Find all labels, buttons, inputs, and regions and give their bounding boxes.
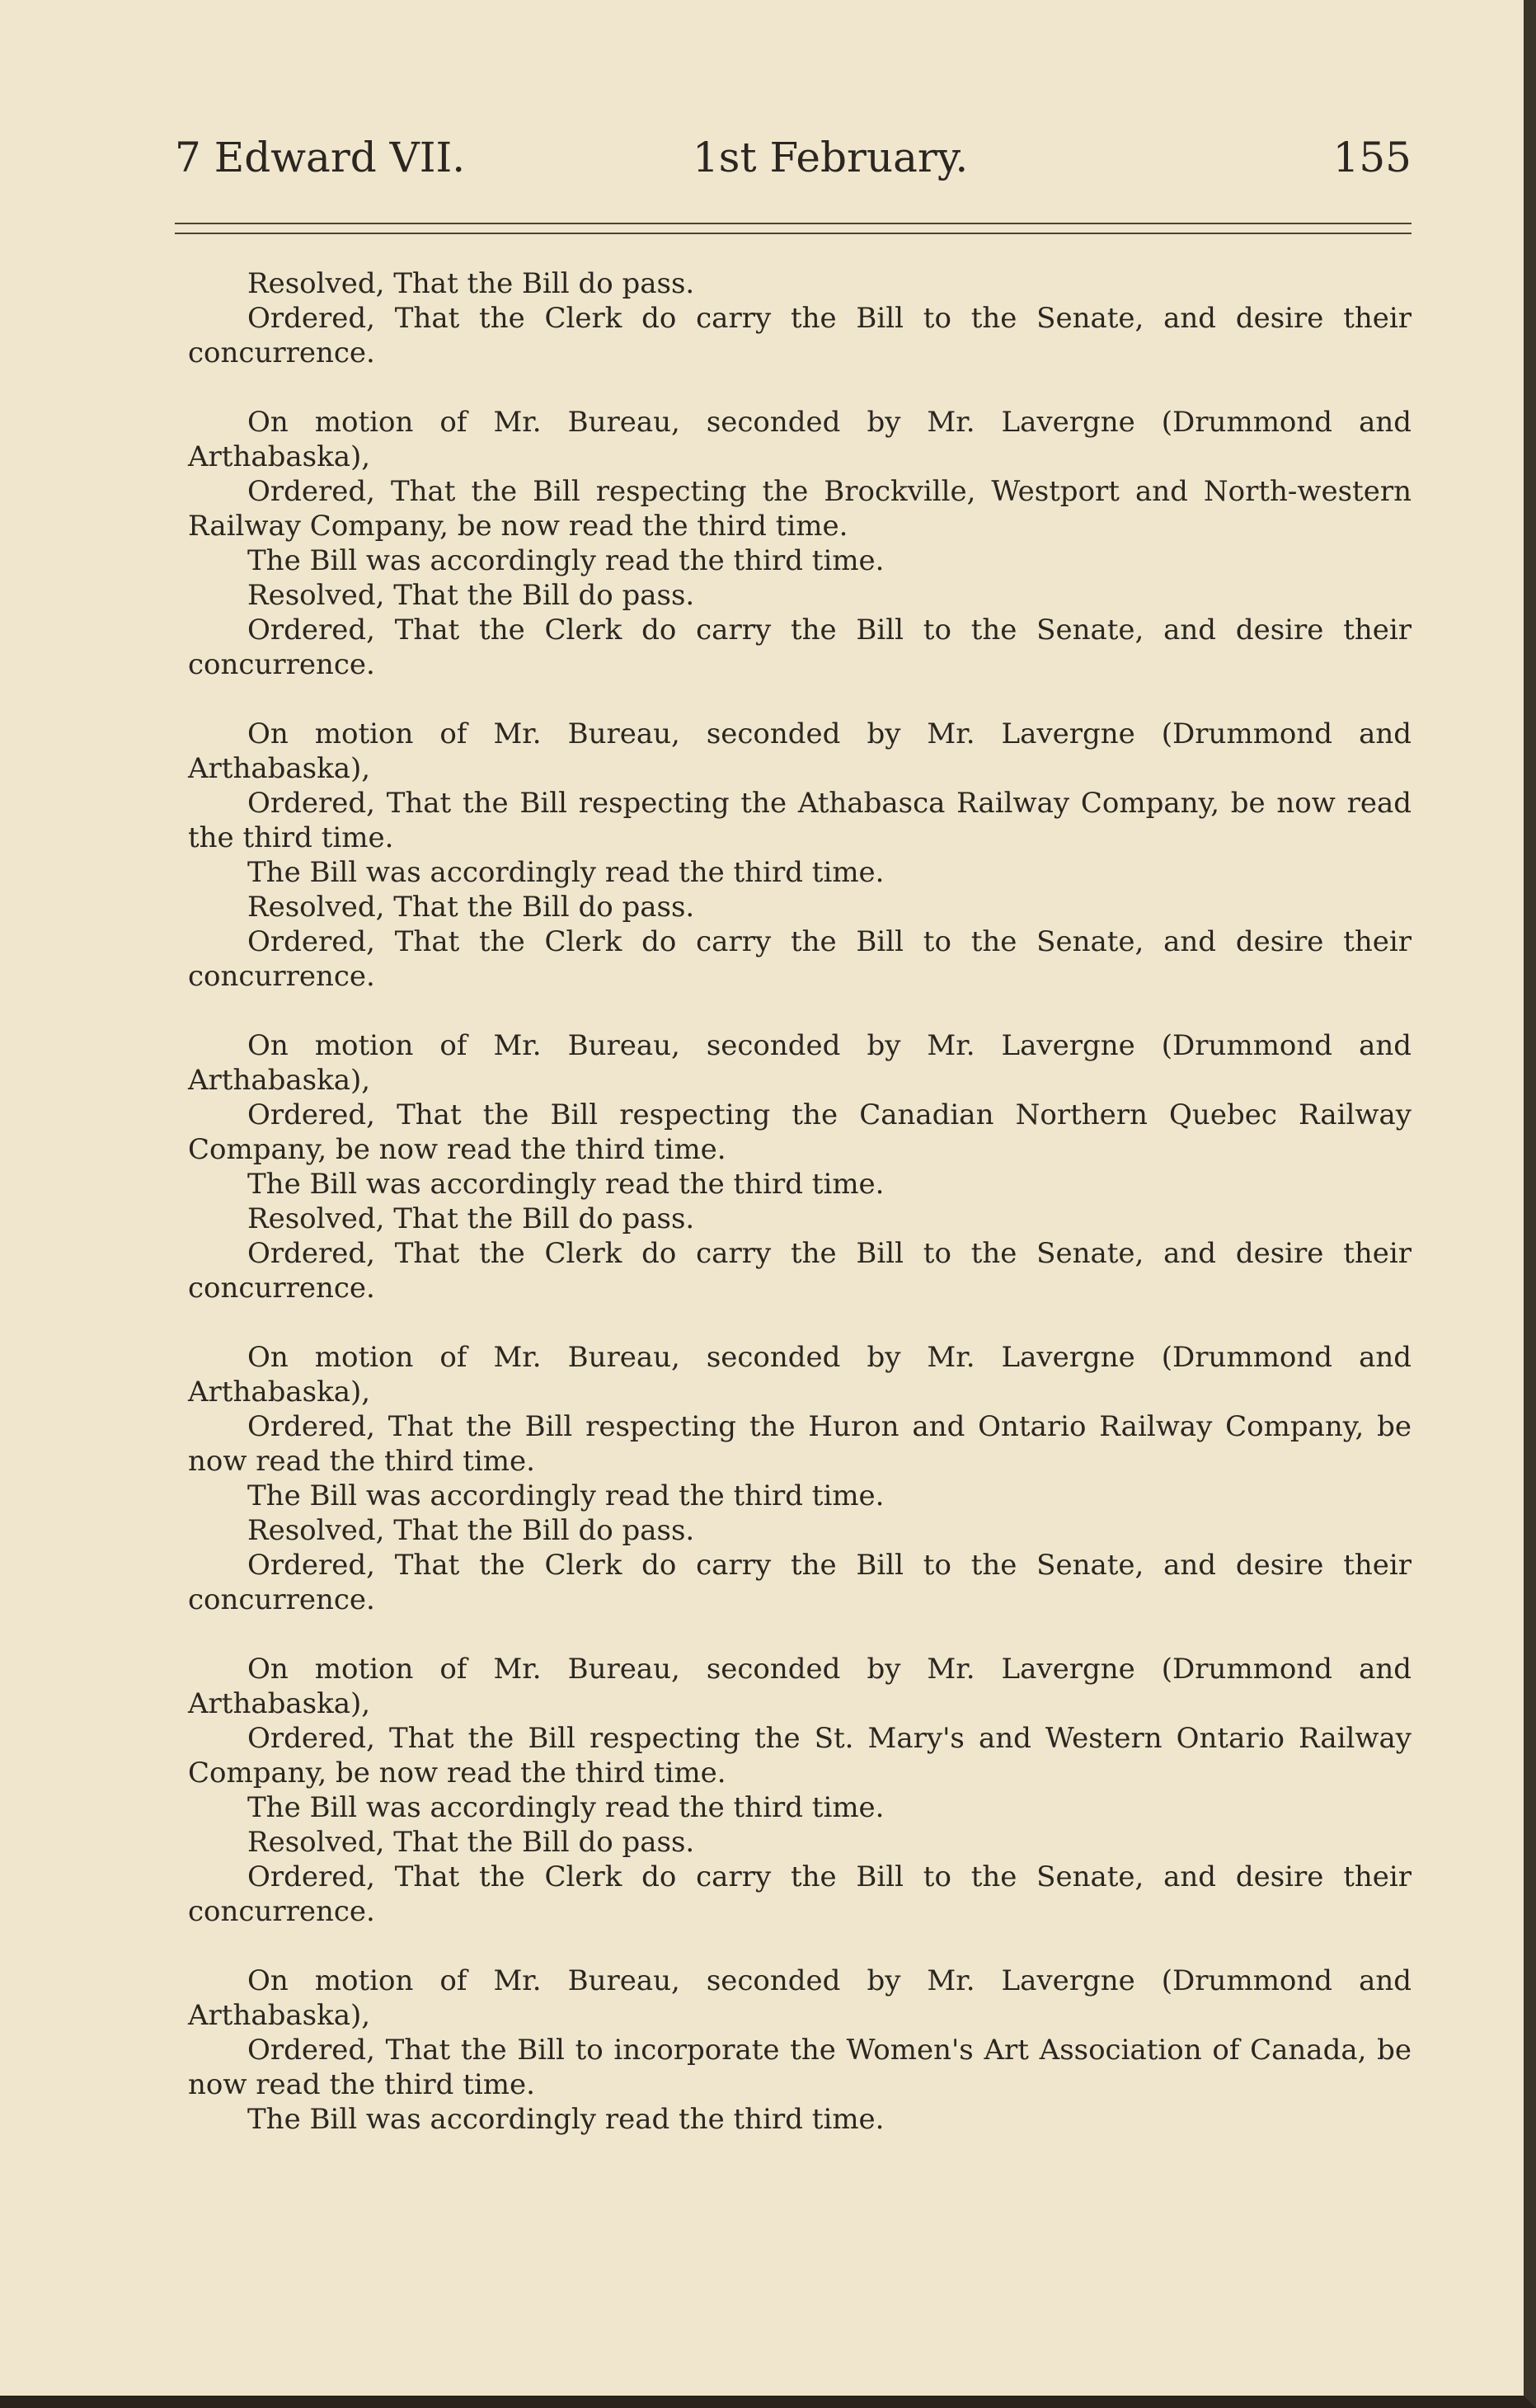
header-rule-top <box>175 223 1412 224</box>
running-header <box>175 134 1412 191</box>
journal-body <box>188 266 1412 2171</box>
entry-paragraph: The Bill was accordingly read the third time. <box>247 2103 885 2136</box>
entry-paragraph: Ordered, That the Bill respecting the Canadian Northern Quebec Railway Company, be now read the third time. <box>188 1098 1412 1166</box>
header-date: 1st February. <box>693 134 969 181</box>
entry-paragraph: Ordered, That the Bill respecting the St. Mary's and Western Ontario Railway Company, be now read the third time. <box>188 1722 1412 1790</box>
entry-paragraph: The Bill was accordingly read the third time. <box>247 856 885 889</box>
entry-paragraph: On motion of Mr. Bureau, seconded by Mr. Lavergne (Drummond and Arthabaska), <box>188 717 1412 785</box>
entry-paragraph: Ordered, That the Bill respecting the Huron and Ontario Railway Company, be now read the third time. <box>188 1410 1412 1478</box>
entry-paragraph: On motion of Mr. Bureau, seconded by Mr. Lavergne (Drummond and Arthabaska), <box>188 1653 1412 1720</box>
entry-paragraph: Ordered, That the Clerk do carry the Bill to the Senate, and desire their concurrence. <box>188 614 1412 681</box>
entry-paragraph: Resolved, That the Bill do pass. <box>247 1202 695 1235</box>
entry-paragraph: Ordered, That the Clerk do carry the Bill to the Senate, and desire their concurrence. <box>188 925 1412 993</box>
motion-entry <box>188 717 1412 994</box>
entry-paragraph: Ordered, That the Bill to incorporate the Women's Art Association of Canada, be now read the third time. <box>188 2034 1412 2101</box>
entry-paragraph: Resolved, That the Bill do pass. <box>247 579 695 612</box>
motion-entry <box>188 405 1412 682</box>
motion-entry <box>188 1652 1412 1929</box>
entry-paragraph: Resolved, That the Bill do pass. <box>247 267 695 300</box>
motion-entry <box>188 1964 1412 2137</box>
entry-paragraph: The Bill was accordingly read the third time. <box>247 1479 885 1512</box>
entry-paragraph: Resolved, That the Bill do pass. <box>247 1826 695 1859</box>
entry-paragraph: On motion of Mr. Bureau, seconded by Mr. Lavergne (Drummond and Arthabaska), <box>188 1029 1412 1097</box>
entry-paragraph: On motion of Mr. Bureau, seconded by Mr. Lavergne (Drummond and Arthabaska), <box>188 406 1412 473</box>
entry-paragraph: Ordered, That the Clerk do carry the Bill to the Senate, and desire their concurrence. <box>188 1237 1412 1305</box>
entry-paragraph: Ordered, That the Bill respecting the Brockville, Westport and North-western Railway Company, be now read the third time. <box>188 475 1412 543</box>
entry-paragraph: Ordered, That the Clerk do carry the Bill to the Senate, and desire their concurrence. <box>188 1549 1412 1616</box>
entry-paragraph: Ordered, That the Clerk do carry the Bill to the Senate, and desire their concurrence. <box>188 302 1412 369</box>
entry-paragraph: Ordered, That the Clerk do carry the Bill to the Senate, and desire their concurrence. <box>188 1860 1412 1928</box>
entry-paragraph: Resolved, That the Bill do pass. <box>247 1514 695 1547</box>
regnal-year: 7 Edward VII. <box>175 134 466 181</box>
entry-paragraph: Ordered, That the Bill respecting the Athabasca Railway Company, be now read the third time. <box>188 787 1412 854</box>
header-rule-bottom <box>175 233 1412 234</box>
entry-paragraph: Resolved, That the Bill do pass. <box>247 891 695 924</box>
entry-paragraph: The Bill was accordingly read the third time. <box>247 1791 885 1824</box>
entry-paragraph: On motion of Mr. Bureau, seconded by Mr. Lavergne (Drummond and Arthabaska), <box>188 1964 1412 2032</box>
entry-paragraph: The Bill was accordingly read the third time. <box>247 1168 885 1201</box>
motion-entry <box>188 1028 1412 1305</box>
page-number: 155 <box>1332 134 1412 181</box>
motion-entry <box>188 1340 1412 1617</box>
entry-paragraph: On motion of Mr. Bureau, seconded by Mr. Lavergne (Drummond and Arthabaska), <box>188 1341 1412 1409</box>
entry-paragraph: The Bill was accordingly read the third time. <box>247 544 885 577</box>
motion-entry <box>188 266 1412 370</box>
